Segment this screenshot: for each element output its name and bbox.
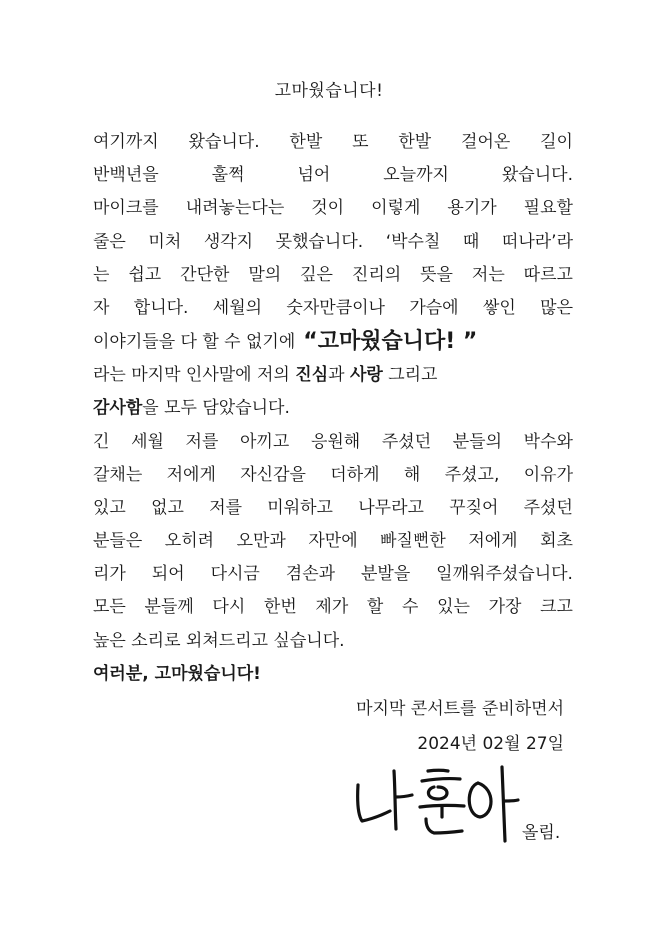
word: 말의 xyxy=(248,264,282,285)
line-8-part-a: 라는 마지막 인사말에 저의 xyxy=(93,365,296,386)
word: 깊은 xyxy=(300,264,333,285)
word: 또 xyxy=(352,132,369,152)
word: 응원해 xyxy=(310,431,361,452)
letter-line xyxy=(93,159,573,192)
letter-line xyxy=(93,492,573,525)
word: 내려놓는다는 xyxy=(185,198,285,219)
letter-line-9 xyxy=(93,392,573,425)
word: 갈채는 xyxy=(93,464,143,485)
word: 겸손과 xyxy=(285,564,336,585)
word: 용기가 xyxy=(447,198,497,219)
line-9-part-b: 을 모두 담았습니다. xyxy=(142,398,290,419)
handwritten-signature xyxy=(350,757,520,847)
word: 저에게 xyxy=(468,531,518,552)
word: 뜻을 xyxy=(420,264,453,285)
word: 저는 xyxy=(471,264,505,285)
word: 다시금 xyxy=(210,564,260,585)
word: 더하게 xyxy=(330,464,380,485)
word: 오만과 xyxy=(236,531,286,552)
word: 쉽고 xyxy=(128,264,162,285)
word: 미처 xyxy=(148,231,182,252)
word: 세월의 xyxy=(212,297,263,318)
letter-body xyxy=(93,126,573,691)
word: 주셨던 xyxy=(381,431,432,452)
word: 이렇게 xyxy=(371,198,421,219)
word: 자 xyxy=(93,297,110,318)
word: ‘박수칠 xyxy=(385,231,441,252)
word: 크고 xyxy=(540,597,573,618)
word: 못했습니다. xyxy=(275,231,364,252)
line-8-part-c: 과 xyxy=(328,365,350,386)
word: 주셨고, xyxy=(444,464,500,485)
word: 왔습니다. xyxy=(501,165,573,186)
word: 마이크를 xyxy=(93,198,159,219)
word: 나무라고 xyxy=(358,497,424,518)
letter-date: 2024년 02월 27일 xyxy=(417,734,564,754)
word: 박수와 xyxy=(523,431,573,452)
word: 해 xyxy=(403,464,421,485)
word: 따르고 xyxy=(523,264,573,285)
word: 긴 xyxy=(93,431,110,452)
word: 저에게 xyxy=(166,464,216,485)
word: 때 xyxy=(462,231,480,252)
word: 다시 xyxy=(212,597,246,618)
word: 반백년을 xyxy=(93,165,159,186)
letter-line xyxy=(93,459,573,492)
word: 길이 xyxy=(540,132,573,152)
word: 분들께 xyxy=(144,597,194,618)
word: 줄은 xyxy=(93,231,126,252)
word: 저를 xyxy=(185,431,219,452)
line-7-text: 이야기들을 다 할 수 없기에 xyxy=(93,332,296,353)
word: 훌쩍 xyxy=(211,165,245,186)
word: 것이 xyxy=(311,198,345,219)
paragraph-block-2 xyxy=(93,426,573,625)
word: 미워하고 xyxy=(267,497,333,518)
word: 걸어온 xyxy=(461,132,511,152)
word: 필요할 xyxy=(523,198,573,219)
word: 리가 xyxy=(93,564,126,585)
letter-line-7 xyxy=(93,325,573,359)
word: 저를 xyxy=(209,497,243,518)
letter-line xyxy=(93,226,573,259)
letter-line xyxy=(93,426,573,459)
word: 오히려 xyxy=(164,531,215,552)
letter-line xyxy=(93,259,573,292)
word: 빠질뻔한 xyxy=(380,531,446,552)
word: 주셨던 xyxy=(523,497,573,518)
word: 분발을 xyxy=(360,564,411,585)
word: 생각지 xyxy=(203,231,254,252)
word: 없고 xyxy=(151,497,184,518)
word: 쌓인 xyxy=(482,297,516,318)
word: 여기까지 xyxy=(93,132,159,152)
word: 떠나라’라 xyxy=(501,231,573,252)
word: 진리의 xyxy=(351,264,402,285)
letter-title: 고마웠습니다! xyxy=(274,81,384,101)
line-8-sincerity: 진심 xyxy=(295,365,329,386)
sign-off: 올림. xyxy=(522,823,561,843)
paragraph-block-1 xyxy=(93,126,573,325)
closing-line: 마지막 콘서트를 준비하면서 xyxy=(356,699,564,719)
letter-line-17: 여러분, 고마웠습니다! xyxy=(93,663,261,684)
word: 자신감을 xyxy=(240,464,306,485)
word: 되어 xyxy=(151,564,185,585)
word: 회초 xyxy=(540,531,573,552)
word: 할 xyxy=(366,597,384,618)
word: 있고 xyxy=(93,497,126,518)
word: 제가 xyxy=(315,597,349,618)
word: 합니다. xyxy=(133,297,189,318)
word: 가장 xyxy=(488,597,522,618)
word: 분들의 xyxy=(452,431,503,452)
word: 아끼고 xyxy=(240,431,290,452)
letter-line-16: 높은 소리로 외쳐드리고 싶습니다. xyxy=(93,630,345,651)
line-8-love: 사랑 xyxy=(349,365,383,386)
word: 이유가 xyxy=(523,464,573,485)
word: 수 xyxy=(402,597,419,618)
letter-line xyxy=(93,591,573,624)
word: 간단한 xyxy=(180,264,230,285)
letter-line-8 xyxy=(93,359,573,392)
word: 오늘까지 xyxy=(383,165,449,186)
letter-line xyxy=(93,292,573,325)
line-9-gratitude: 감사함 xyxy=(93,398,143,419)
word: 한발 xyxy=(289,132,323,152)
word: 세월 xyxy=(131,431,164,452)
letter-line xyxy=(93,525,573,558)
word: 꾸짖어 xyxy=(449,497,499,518)
word: 많은 xyxy=(540,297,573,318)
word: 한번 xyxy=(263,597,297,618)
word: 한발 xyxy=(398,132,432,152)
word: 일깨워주셨습니다. xyxy=(436,564,573,585)
word: 왔습니다. xyxy=(188,132,260,152)
thank-you-quote: “고마웠습니다! ” xyxy=(303,329,478,355)
word: 가슴에 xyxy=(409,297,459,318)
word: 모든 xyxy=(93,597,126,618)
word: 분들은 xyxy=(93,531,143,552)
word: 는 xyxy=(93,264,110,285)
letter-line xyxy=(93,558,573,591)
word: 자만에 xyxy=(308,531,358,552)
letter-line xyxy=(93,192,573,225)
letter-line xyxy=(93,126,573,159)
word: 넘어 xyxy=(297,165,331,186)
word: 있는 xyxy=(437,597,470,618)
line-8-part-e: 그리고 xyxy=(382,365,438,386)
word: 숫자만큼이나 xyxy=(286,297,385,318)
